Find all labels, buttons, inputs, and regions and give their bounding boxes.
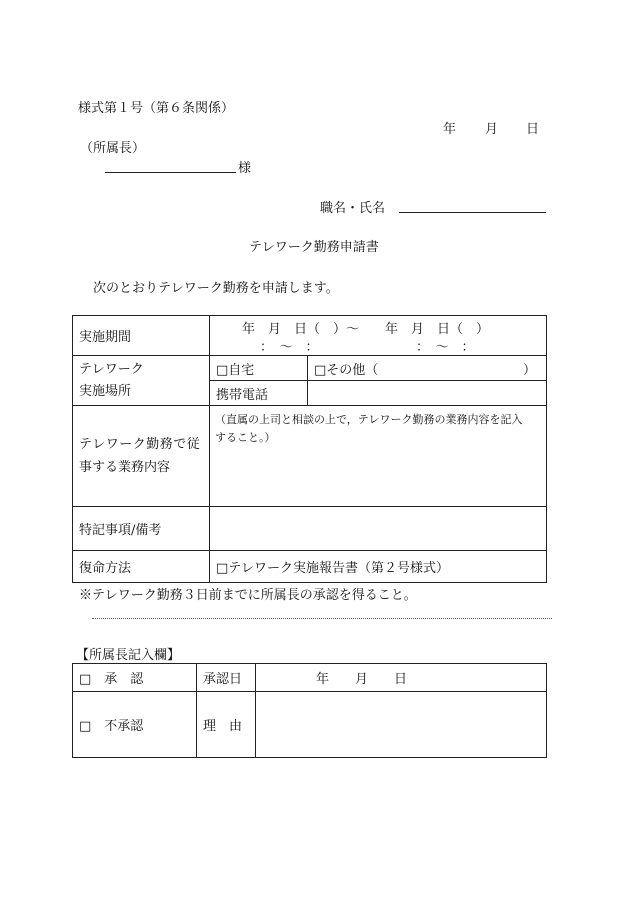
- period-cell[interactable]: [210, 316, 547, 356]
- mobile-value-field[interactable]: [308, 381, 547, 406]
- approve-row: [73, 664, 547, 692]
- place-label: [73, 356, 210, 406]
- approve-option[interactable]: □ 承 認: [73, 664, 197, 692]
- period-label: 実施期間: [73, 316, 210, 356]
- date-month-label: 月: [485, 122, 499, 137]
- recipient-title: （所属長）: [80, 141, 146, 156]
- work-note-line2: すること。）: [215, 431, 276, 444]
- place-other-label: □その他（: [314, 362, 379, 378]
- place-label-line2: 実施場所: [79, 383, 132, 399]
- work-label: [73, 406, 210, 507]
- approval-date-label: 承認日: [197, 664, 256, 692]
- report-option[interactable]: □テレワーク実施報告書（第２号様式）: [210, 551, 547, 583]
- recipient-suffix: 様: [238, 161, 252, 176]
- supervisor-section-title: 【所属長記入欄】: [76, 648, 181, 663]
- reject-row: [73, 692, 547, 758]
- approval-date-field[interactable]: 年 月 日: [256, 664, 547, 692]
- supervisor-table: [72, 663, 547, 758]
- separator-dotted-line: [92, 618, 552, 619]
- work-label-line1: テレワーク勤務で従: [79, 437, 201, 452]
- date-year-label: 年: [443, 122, 457, 137]
- work-row: [73, 406, 547, 507]
- recipient-name-line[interactable]: [105, 172, 236, 173]
- period-row: [73, 316, 547, 356]
- applicant-name-line[interactable]: [399, 212, 546, 213]
- period-time-line: ： ～ ： ： ～ ：: [260, 340, 475, 355]
- place-label-line1: テレワーク: [79, 361, 144, 377]
- date-day-label: 日: [526, 122, 540, 137]
- report-label: 復命方法: [73, 551, 210, 583]
- period-date-line: 年 月 日（ ）～ 年 月 日（ ）: [242, 322, 490, 337]
- reject-option[interactable]: □ 不承認: [73, 692, 197, 758]
- place-home-option[interactable]: □自宅: [210, 356, 308, 381]
- applicant-label: 職名・氏名: [320, 201, 386, 216]
- place-row: [73, 356, 547, 381]
- mobile-label: 携帯電話: [210, 381, 308, 406]
- form-number: 様式第１号（第６条関係）: [78, 101, 235, 116]
- reason-label: 理 由: [197, 692, 256, 758]
- place-other-close: ）: [522, 363, 536, 378]
- remarks-label: 特記事項/備考: [73, 507, 210, 551]
- reason-field[interactable]: [256, 692, 547, 758]
- report-row: [73, 551, 547, 583]
- intro-text: 次のとおりテレワーク勤務を申請します。: [93, 281, 339, 296]
- footnote: ※テレワーク勤務３日前までに所属長の承認を得ること。: [79, 588, 417, 603]
- work-label-line2: 事する業務内容: [79, 460, 171, 475]
- place-other-option[interactable]: [308, 356, 547, 381]
- work-content-field[interactable]: [210, 406, 547, 507]
- work-note-line1: （直属の上司と相談の上で，テレワーク勤務の業務内容を記入: [215, 413, 523, 426]
- document-title: テレワーク勤務申請書: [249, 240, 379, 255]
- remarks-field[interactable]: [210, 507, 547, 551]
- application-table: [72, 315, 547, 583]
- remarks-row: [73, 507, 547, 551]
